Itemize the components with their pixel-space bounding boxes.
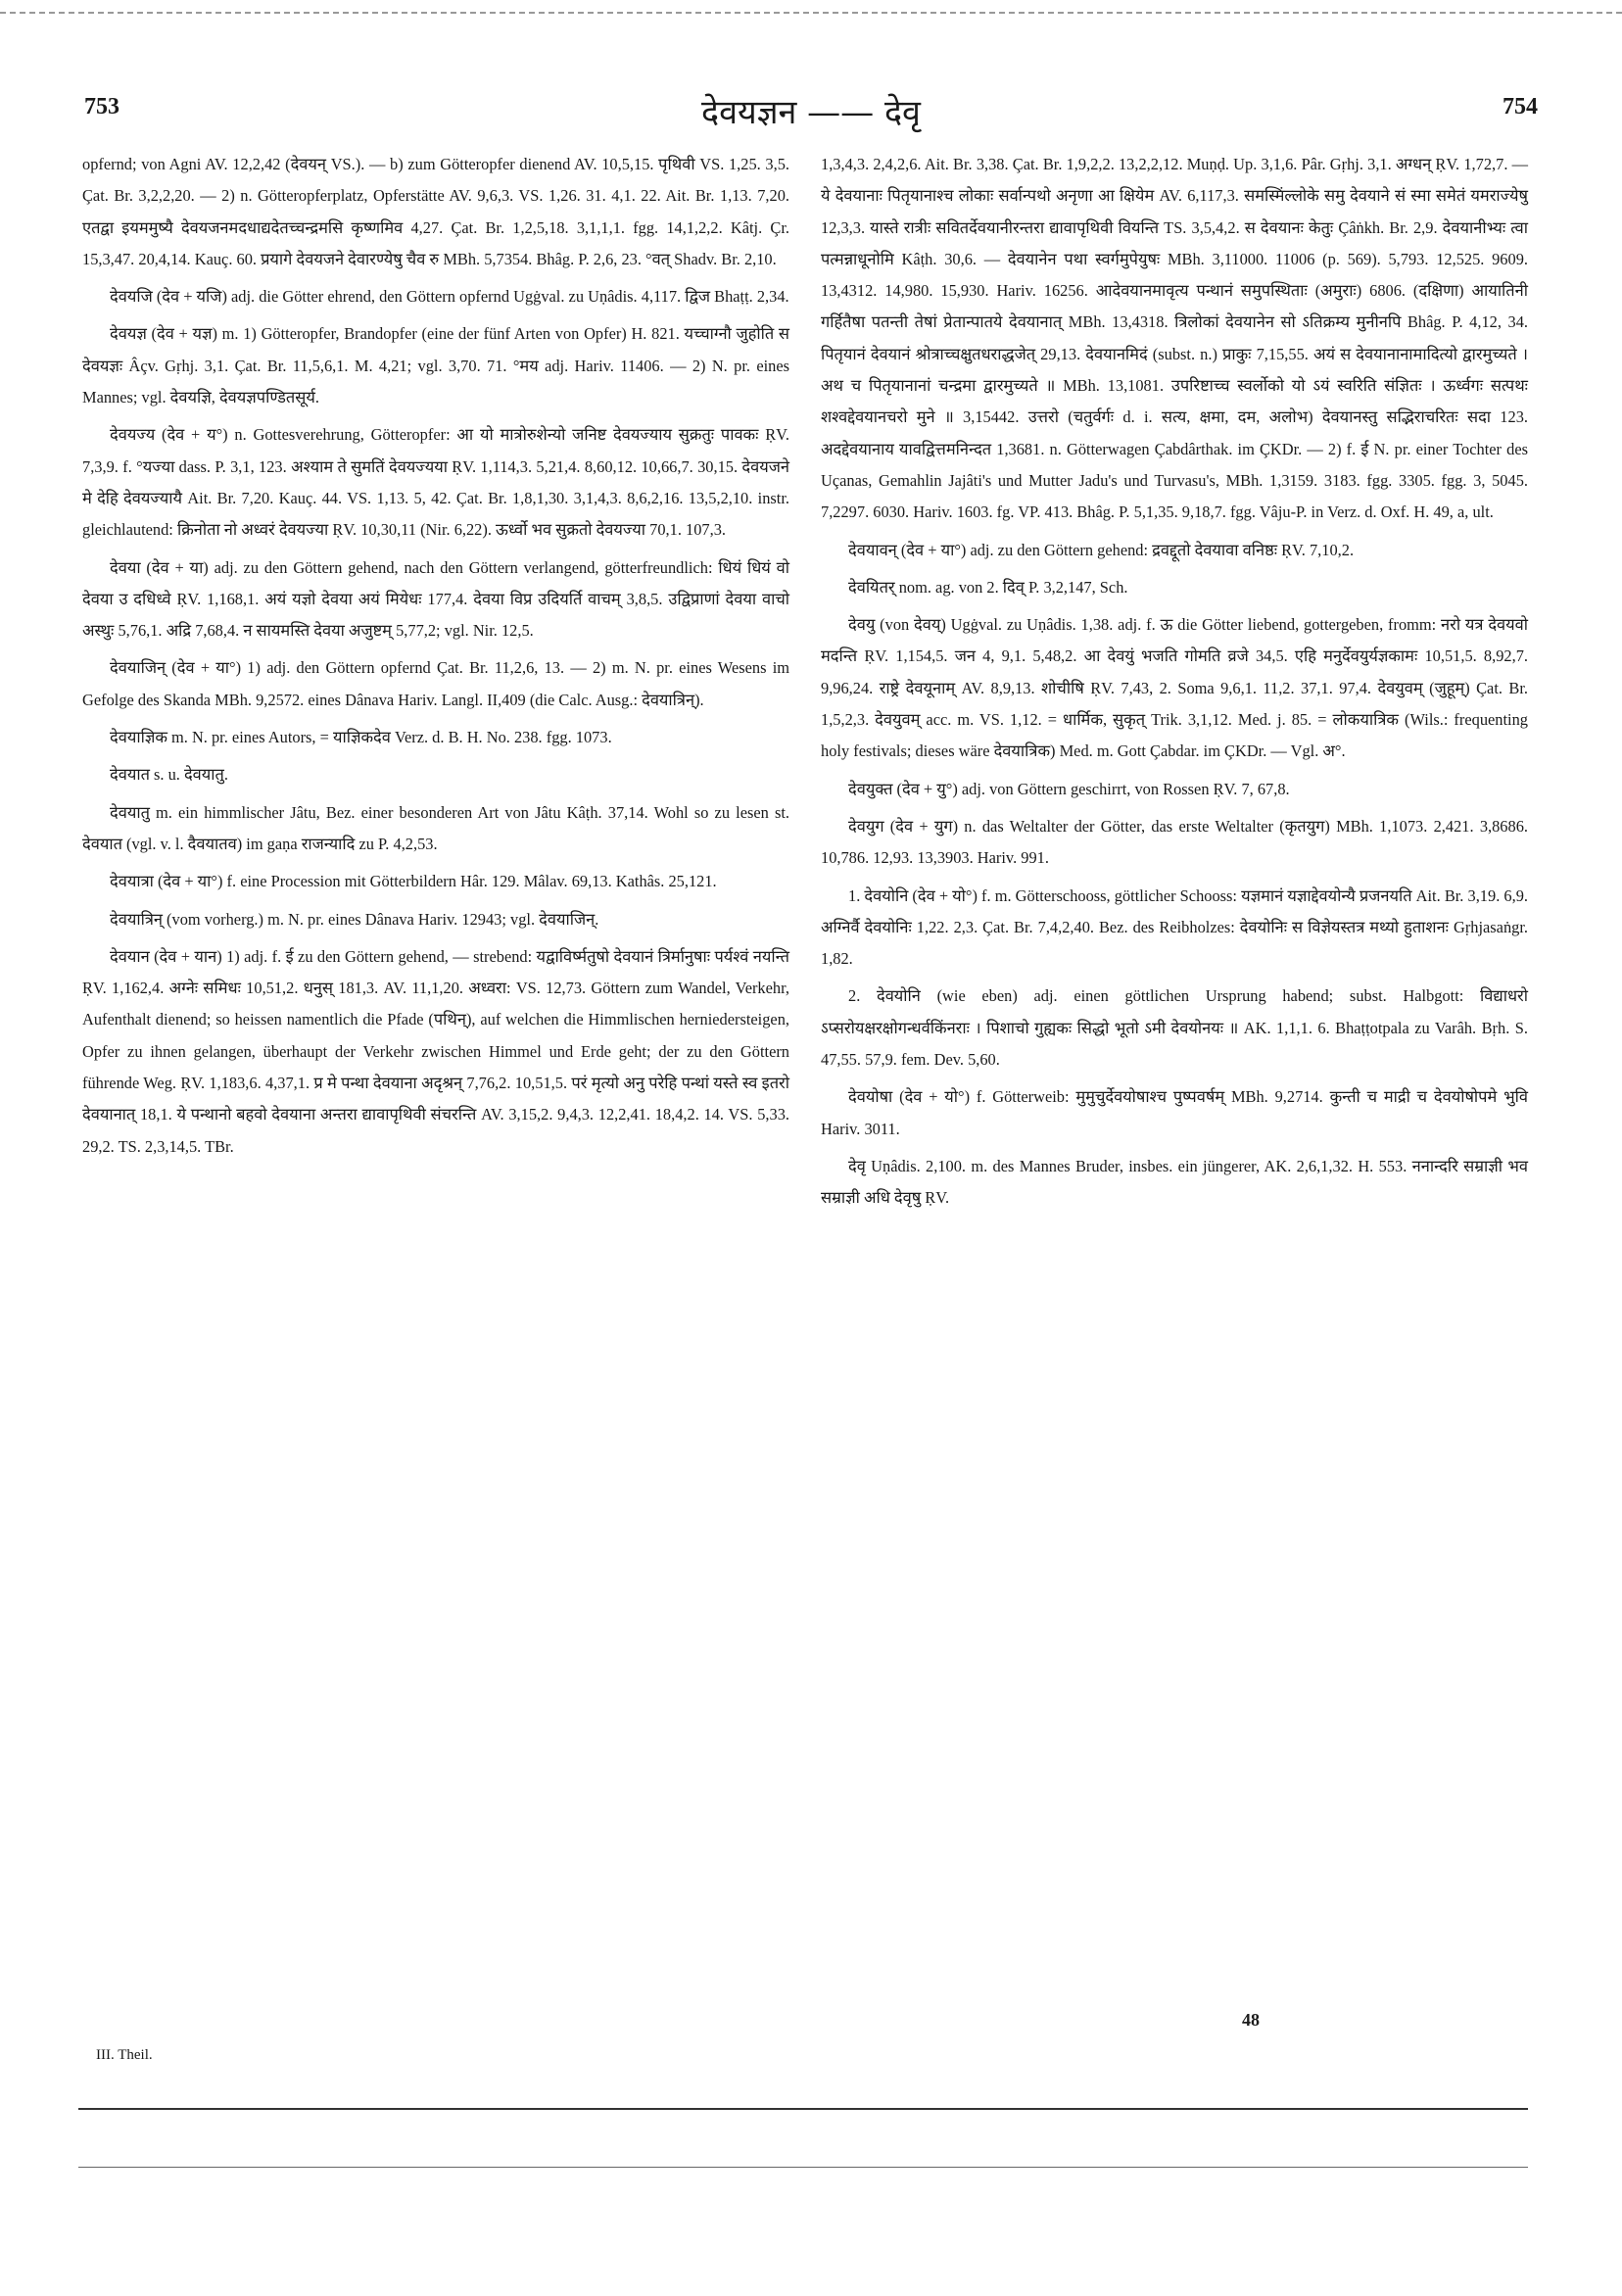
page-number-right: 754 [1503,94,1538,120]
entry-devayu: देवयु (von देवय्) Ugġval. zu Uṇâdis. 1,38. adj. f. ऊ die Götter liebend, gottergeben, fromm: नरो यत्र देवयवो मदन्ति ṚV. 1,154,5. जन 4, 9,1. 5,48,2. आ देवयुं भजति गोमति व्रजे 34,5. एहि मनुर्देवयुर्यज्ञकामः 10,51,5. 8,92,7. 9,96,24. राष्ट्रे देवयूनाम् AV. 8,9,13. शोचीषि ṚV. 7,43, 2. Soma 9,6,1. 11,2. 37,1. 97,4. देवयुवम् (जुहूम्) Çat. Br. 1,5,2,3. देवयुवम् acc. m. VS. 1,12. = धार्मिक, सुकृत् Trik. 3,1,12. Med. j. 85. = लोकयात्रिक (Wils.: frequenting holy festivals; dieses wäre देवयात्रिक) Med. m. Gott Çabdar. im ÇKDr. — Vgl. अ°. [821,615,1528,761]
entry-devr: देवृ Uṇâdis. 2,100. m. des Mannes Bruder, insbes. ein jüngerer, AK. 2,6,1,32. H. 553. ननान्दरि सम्राज्ञी भव सम्राज्ञी अधि देवृषु ṚV. [821,1156,1528,1208]
entry-devayoni-1: 1. देवयोनि (देव + यो°) f. m. Götterschooss, göttlicher Schooss: यज्ञमानं यज्ञाद्देवयोन्यै प्रजनयति Ait. Br. 3,19. 6,9. अग्निर्वै देवयोनिः 1,22. 2,3. Çat. Br. 7,4,2,40. Bez. des Reibholzes: देवयोनिः स विज्ञेयस्तत्र मथ्यो हुताशनः Gṛhjasaṅgr. 1,82. [821,885,1528,969]
entry-devayajya: देवयज्य (देव + य°) n. Gottesverehrung, Götteropfer: आ यो मात्रोरुशेन्यो जनिष्ट देवयज्याय सुक्रतुः पावकः ṚV. 7,3,9. f. °यज्या dass. P. 3,1, 123. अश्याम ते सुमतिं देवयज्यया ṚV. 1,114,3. 5,21,4. 8,60,12. 10,66,7. 30,15. देवयजने मे देहि देवयज्यायै Ait. Br. 7,20. Kauç. 44. VS. 1,13. 5, 42. Çat. Br. 1,8,1,30. 3,1,4,3. 8,6,2,16. 13,5,2,10. instr. gleichlautend: क्रिनोता नो अध्वरं देवयज्या ṚV. 10,30,11 (Nir. 6,22). ऊर्ध्वो भव सुक्रतो देवयज्या 70,1. 107,3. [82,425,789,540]
scan-rule [78,2108,1528,2110]
entry-continuation: opfernd; von Agni AV. 12,2,42 (देवयन् VS.). — b) zum Götteropfer dienend AV. 10,5,15. पृथिवी VS. 1,25. 3,5. Çat. Br. 3,2,2,20. — 2) n. Götteropferplatz, Opferstätte AV. 9,6,3. VS. 1,26. 31. 4,1. 22. Ait. Br. 1,13. 7,20. एतद्वा इयममुष्यै देवयजनमदधाद्यदेतच्चन्द्रमसि कृष्णमिव 4,27. Çat. Br. 1,2,5,18. 3,1,1,1. fgg. 14,1,2,2. Kâtj. Çr. 15,3,47. 20,4,14. Kauç. 60. प्रयागे देवयजने देवारण्येषु चैव रु MBh. 5,7354. Bhâg. P. 2,6, 23. °वत् Shadv. Br. 2,10. [82,155,789,268]
signature-mark: 48 [1242,2010,1260,2030]
entry-devayatra: देवयात्रा (देव + या°) f. eine Procession mit Götterbildern Hâr. 129. Mâlav. 69,13. Kathâs. 25,121. [110,872,717,891]
scan-rule-thin [78,2167,1528,2168]
scan-top-edge [0,12,1622,14]
entry-devayitar: देवयितर् nom. ag. von 2. दिव् P. 3,2,147, Sch. [848,577,1128,597]
entry-devayukta: देवयुक्त (देव + यु°) adj. von Göttern geschirrt, von Rossen ṚV. 7, 67,8. [848,779,1290,798]
entry-devayosha: देवयोषा (देव + यो°) f. Götterweib: मुमुचुर्देवयोषाश्च पुष्पवर्षम् MBh. 9,2714. कुन्ती च माद्री च देवयोषोपमे भुवि Hariv. 3011. [821,1087,1528,1138]
entry-devayatrin: देवयात्रिन् (vom vorherg.) m. N. pr. eines Dânava Hariv. 12943; vgl. देवयाजिन्. [110,909,599,929]
entry-devayavan: देवयावन् (देव + या°) adj. zu den Göttern gehend: द्रवद्दूतो देवयावा वनिष्ठः ṚV. 7,10,2. [848,540,1355,559]
entry-devaya: देवया (देव + या) adj. zu den Göttern gehend, nach den Göttern verlangend, götterfreundlich: धियं धियं वो देवया उ दधिध्वे ṚV. 1,168,1. अयं यज्ञो देवया अयं मियेधः 177,4. देवया विप्र उदियर्ति वाचम् 3,8,5. उद्विप्राणां देवया वाचो अस्थुः 5,76,1. अद्रि 7,68,4. न सायमस्ति देवया अजुष्टम् 5,77,2; vgl. Nir. 12,5. [82,557,789,641]
entry-devayajin: देवयाजिन् (देव + या°) 1) adj. den Göttern opfernd Çat. Br. 11,2,6, 13. — 2) m. N. pr. eines Wesens im Gefolge des Skanda MBh. 9,2572. eines Dânava Hariv. Langl. II,409 (die Calc. Ausg.: देवयात्रिन्). [82,658,789,709]
entry-devayata: देवयात s. u. देवयातु. [110,765,228,785]
entry-devayajnika: देवयाज्ञिक m. N. pr. eines Autors, = याज्ञिकदेव Verz. d. B. H. No. 238. fgg. 1073. [110,728,612,747]
right-column [821,149,1528,1220]
entry-devayatu: देवयातु m. ein himmlischer Jâtu, Bez. einer besonderen Art von Jâtu Kâṭh. 37,14. Wohl so zu lesen st. देवयात (vgl. v. l. दैवयातव) im gaṇa राजन्यादि zu P. 4,2,53. [82,802,789,853]
page-number-left: 753 [84,94,119,120]
entry-devayoni-2: 2. देवयोनि (wie eben) adj. einen göttlichen Ursprung habend; subst. Halbgott: विद्याधरो ऽप्सरोयक्षरक्षोगन्धर्वकिंनराः । पिशाचो गुह्यकः सिद्धो भूतो ऽमी देवयोनयः ॥ AK. 1,1,1. 6. Bhaṭṭotpala zu Varâh. Bṛh. S. 47,55. 57,9. fem. Dev. 5,60. [821,986,1528,1070]
volume-part-label: III. Theil. [96,2047,153,2063]
page-header [84,94,1538,133]
entry-devayana: देवयान (देव + यान) 1) adj. f. ई zu den Göttern gehend, — strebend: यद्वाविर्ष्मतुषो देवयानं त्रिर्मानुषाः पर्यश्वं नयन्ति ṚV. 1,162,4. अग्नेः समिधः 10,51,2. धनुस् 181,3. AV. 11,1,20. अध्वरा: VS. 12,73. Göttern zum Wandel, Verkehr, Aufenthalt dienend; so heissen namentlich die Pfade (पथिन्), auf welchen die Himmlischen herniedersteigen, Opfer zu ihnen gelangen, überhaupt der Verkehr zwischen Himmel und Erde geht; der zu den Göttern führende Weg. ṚV. 1,183,6. 4,37,1. प्र मे पन्था देवयाना अदृश्रन् 7,76,2. 10,51,5. परं मृत्यो अनु परेहि पन्थां यस्ते स्व इतरो देवयानात् 18,1. ये पन्थानो बहवो देवयाना अन्तरा द्यावापृथिवी संचरन्ति AV. 3,15,2. 9,4,3. 12,2,41. 18,4,2. 14. VS. 5,33. 29,2. TS. 2,3,14,5. TBr. [82,946,789,1156]
entry-devayaji: देवयजि (देव + यजि) adj. die Götter ehrend, den Göttern opfernd Ugġval. zu Uṇâdis. 4,117. द्विज Bhaṭṭ. 2,34. [110,287,789,307]
running-title: देवयज्ञन —— देवृ [701,93,921,132]
entry-devayajna: देवयज्ञ (देव + यज्ञ) m. 1) Götteropfer, Brandopfer (eine der fünf Arten von Opfer) H. 821. यच्चाग्नौ जुहोति स देवयज्ञः Âçv. Gṛhj. 3,1. Çat. Br. 11,5,6,1. M. 4,21; vgl. 3,70. 71. °मय adj. Hariv. 11406. — 2) N. pr. eines Mannes; vgl. देवयज्ञि, देवयज्ञपण्डितसूर्य. [82,324,789,407]
entry-devayuga: देवयुग (देव + युग) n. das Weltalter der Götter, das erste Weltalter (कृतयुग) MBh. 1,1073. 2,421. 3,8686. 10,786. 12,93. 13,3903. Hariv. 991. [821,816,1528,868]
left-column [82,149,789,1169]
entry-devayana-continued: 1,3,4,3. 2,4,2,6. Ait. Br. 3,38. Çat. Br. 1,9,2,2. 13,2,2,12. Muṇḍ. Up. 3,1,6. Pâr. Gṛhj. 3,1. अग्धन् ṚV. 1,72,7. — ये देवयानाः पितृयानाश्च लोकाः सर्वान्पथो अनृणा आ क्षियेम AV. 6,117,3. समस्मिंल्लोके समु देवयाने सं स्मा समेतं यमराज्येषु 12,3,3. यास्ते रात्रीः सवितर्देवयानीरन्तरा द्यावापृथिवी वियन्ति TS. 3,5,4,2. स देवयानः केतुः Çâṅkh. Br. 2,9. देवयानीभ्यः त्वा पत्मन्नाधूनोमि Kâṭh. 30,6. — देवयानेन पथा स्वर्गमुपेयुषः MBh. 3,11000. 11006 (p. 569). 5,793. 12,525. 9609. 13,4312. 14,980. 15,930. Hariv. 16256. आदेवयानमावृत्य पन्थानं समुपस्थिताः (अमुराः) 6806. (दक्षिणा) आयातिनी गर्हितैषा पतन्ती तेषां प्रेतान्पातये देवयानात् MBh. 13,4318. त्रिलोकां देवयानेन सो ऽतिक्रम्य मुनीनपि Bhâg. P. 4,12, 34. पितृयानं देवयानं श्रोत्राच्चक्षुतधराद्धजेत् 29,13. देवयानमिदं (subst. n.) प्राकुः 7,15,55. अयं स देवयानानामादित्यो द्वारमुच्यते । अथ च पितृयानानां चन्द्रमा द्वारमुच्यते ॥ MBh. 13,1081. उपरिष्टाच्च स्वर्लोको यो ऽयं स्वरिति संज्ञितः । ऊर्ध्वगः सत्पथः शश्वद्देवयानचरो मुने ॥ 3,15442. उत्तरो (चतुर्वर्गः d. i. सत्य, क्षमा, दम, अलोभ) देवयानस्तु सद्भिराचरितः सदा 123. अदद्देवयानाय यावद्वित्तमनिन्दत 1,3681. n. Götterwagen Çabdârthak. im ÇKDr. — 2) f. ई N. pr. einer Tochter des Uçanas, Gemahlin Jajâti's und Mutter Jadu's und Turvasu's, MBh. 1,3159. 3183. fgg. 3305. fgg. 3, 5045. 7,2297. 6030. Hariv. 1603. fg. VP. 413. Bhâg. P. 5,1,35. 9,18,7. fgg. Vâju-P. in Verz. d. Oxf. H. 49, a, ult. [821,155,1528,522]
